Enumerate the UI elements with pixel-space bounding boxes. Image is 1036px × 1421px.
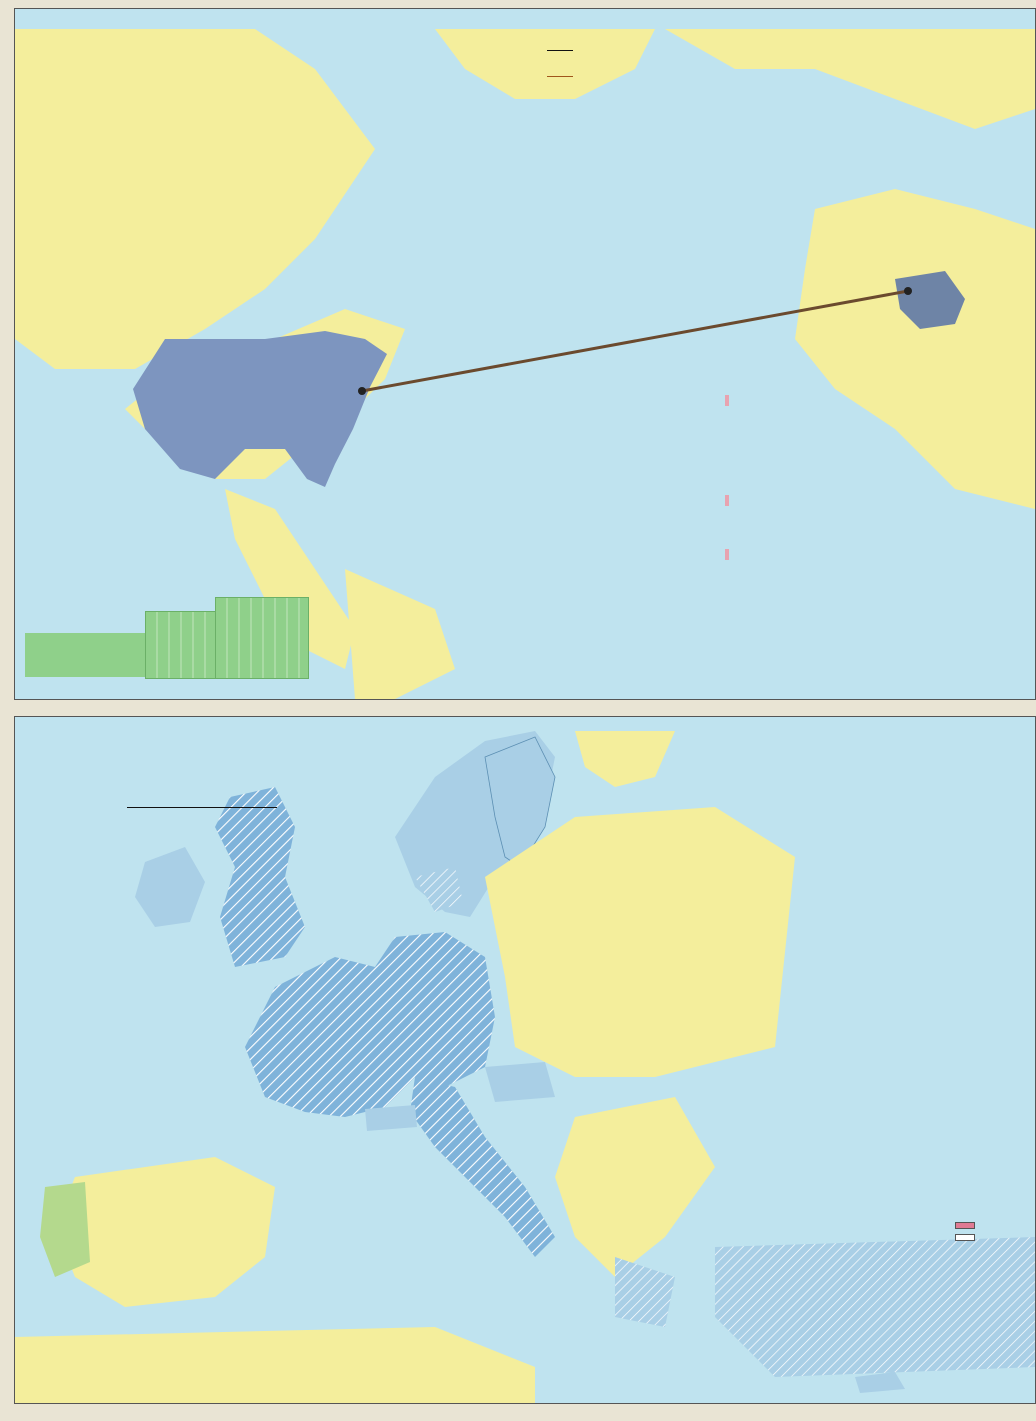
reserves-pie	[539, 1097, 679, 1237]
orders-years	[15, 681, 325, 695]
invest-legend-brd	[547, 71, 717, 82]
trade2-import-legend	[955, 1233, 978, 1243]
dev-title	[725, 395, 729, 406]
washington-dot	[358, 387, 366, 395]
panel-europe-pacts	[14, 716, 1036, 1404]
panel-bonn-washington	[14, 8, 1036, 700]
trade2-export-legend	[955, 1221, 978, 1231]
orders-bar-3	[215, 597, 309, 679]
coop-block	[725, 495, 1023, 531]
trade-bar-chart	[761, 1069, 1031, 1237]
invest-legend-us	[547, 45, 717, 56]
stat-block	[725, 549, 1023, 561]
orders-bar-1	[25, 633, 145, 677]
map-background-2	[15, 717, 1035, 1403]
trade-balance-chart	[19, 355, 289, 515]
orders-bar-2	[145, 611, 217, 679]
dev-block	[725, 395, 1023, 419]
investment-line-chart	[503, 105, 683, 253]
coop-title	[725, 495, 729, 506]
stat-title	[725, 549, 729, 560]
arms-share-pie	[251, 541, 277, 567]
scale-bar	[127, 789, 277, 808]
bonn-dot	[904, 287, 912, 295]
